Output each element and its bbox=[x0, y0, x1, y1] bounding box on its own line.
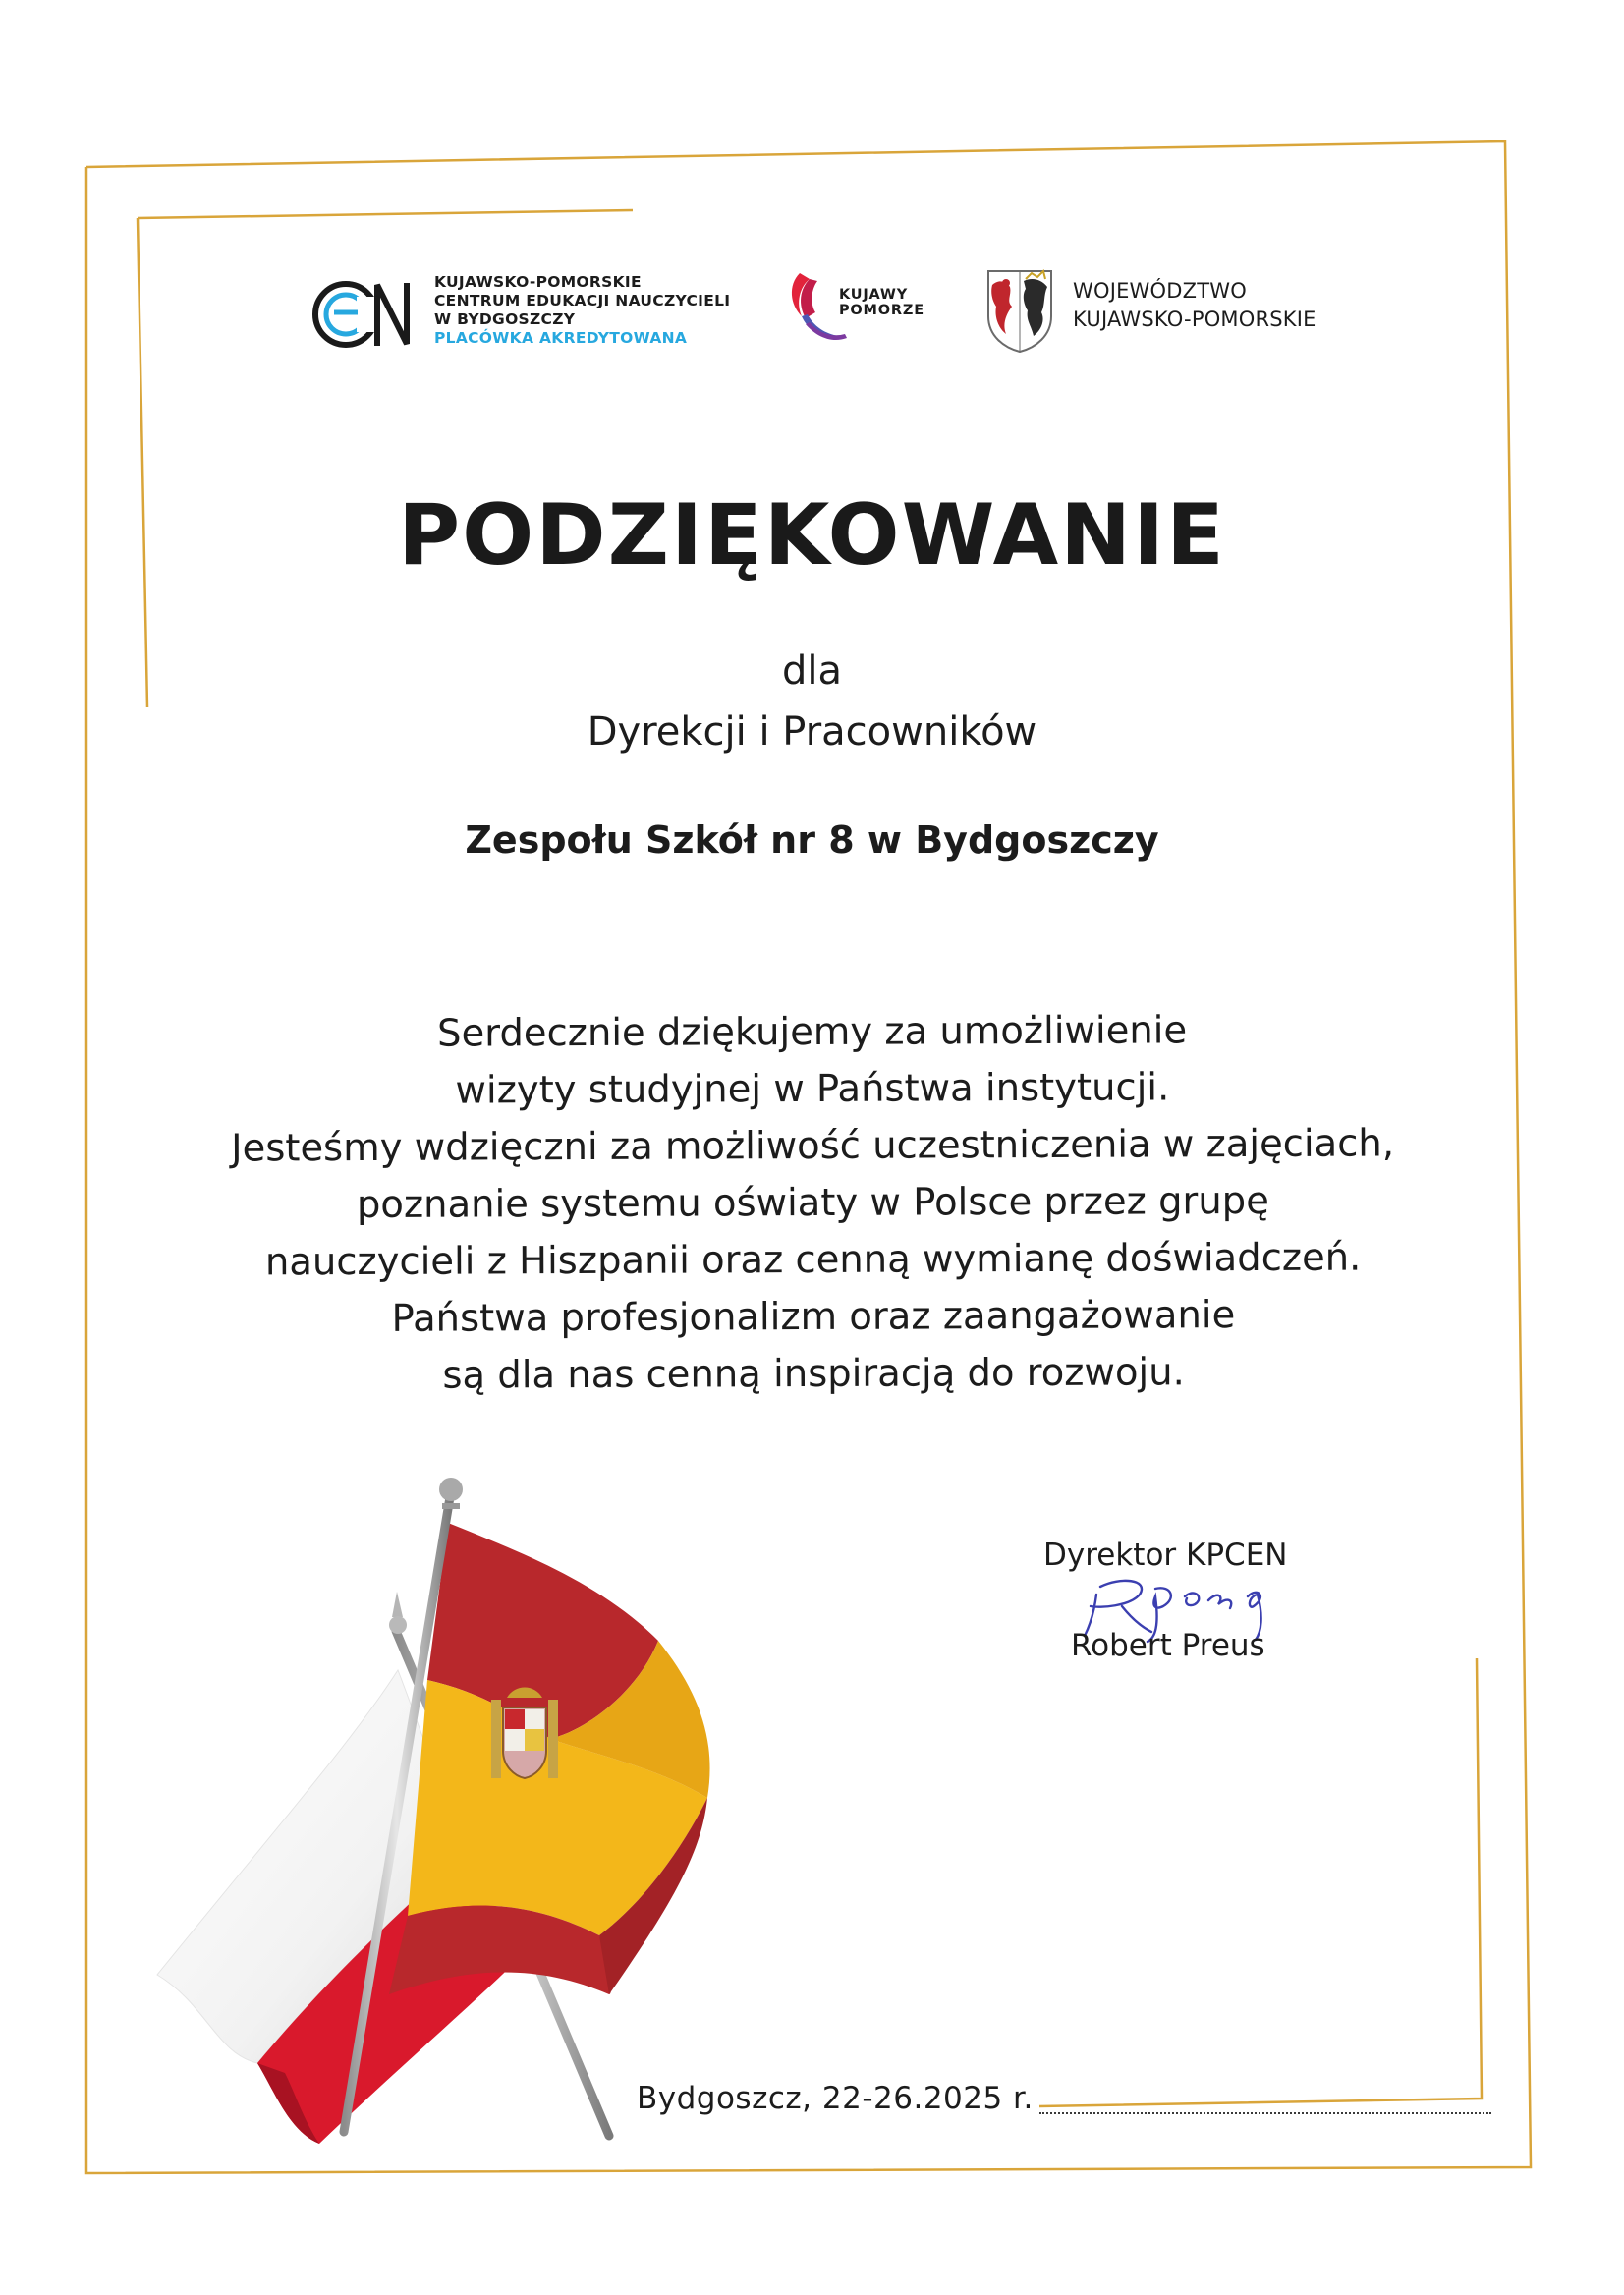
cen-logo-icon bbox=[312, 277, 420, 352]
flags-illustration bbox=[147, 1444, 1032, 2171]
place-and-date: Bydgoszcz, 22-26.2025 r. bbox=[637, 2081, 1034, 2116]
body-line: nauczycieli z Hiszpanii oraz cenną wymianę doświadczeń. bbox=[264, 1235, 1362, 1285]
recipient-who: Dyrekcji i Pracowników bbox=[587, 709, 1037, 755]
pomorze-label: POMORZE bbox=[839, 303, 924, 318]
signatory-role: Dyrektor KPCEN bbox=[1043, 1538, 1288, 1573]
body-line: są dla nas cenną inspiracją do rozwoju. bbox=[442, 1350, 1185, 1398]
recipient-for: dla bbox=[781, 648, 842, 694]
kujawy-pomorze-logo bbox=[786, 265, 933, 354]
thanks-body bbox=[177, 1001, 1449, 1406]
body-line: Serdecznie dziękujemy za umożliwienie bbox=[437, 1008, 1188, 1056]
body-line: Jesteśmy wdzięczni za możliwość uczestniczenia w zajęciach, bbox=[231, 1121, 1395, 1171]
body-line: Państwa profesjonalizm oraz zaangażowanie bbox=[391, 1293, 1236, 1341]
recipient-school: Zespołu Szkół nr 8 w Bydgoszczy bbox=[465, 818, 1159, 862]
kujawy-label: KUJAWY bbox=[839, 287, 909, 303]
kpcen-line-1: KUJAWSKO-POMORSKIE bbox=[434, 273, 642, 291]
kpcen-accreditation: PLACÓWKA AKREDYTOWANA bbox=[434, 329, 688, 347]
signature-dotted-line bbox=[1039, 2112, 1491, 2116]
kpcen-name bbox=[434, 273, 730, 348]
wojewodztwo-line-2: KUJAWSKO-POMORSKIE bbox=[1073, 308, 1316, 331]
kpcen-line-2: CENTRUM EDUKACJI NAUCZYCIELI bbox=[434, 292, 731, 309]
signatory-name: Robert Preus bbox=[1071, 1628, 1265, 1663]
kpcen-line-3: W BYDGOSZCZY bbox=[434, 310, 576, 328]
certificate-title: PODZIĘKOWANIE bbox=[398, 486, 1226, 585]
body-line: wizyty studyjnej w Państwa instytucji. bbox=[455, 1065, 1170, 1113]
signature-block bbox=[1041, 1538, 1356, 1675]
coat-of-arms-icon bbox=[982, 265, 1057, 354]
wojewodztwo-line-1: WOJEWÓDZTWO bbox=[1073, 279, 1247, 303]
wojewodztwo-logo bbox=[982, 263, 1336, 358]
kujawy-pomorze-text bbox=[839, 287, 924, 318]
body-line: poznanie systemu oświaty w Polsce przez grupę bbox=[356, 1178, 1269, 1228]
wojewodztwo-name bbox=[1073, 277, 1316, 334]
kpcen-logo bbox=[312, 265, 735, 364]
